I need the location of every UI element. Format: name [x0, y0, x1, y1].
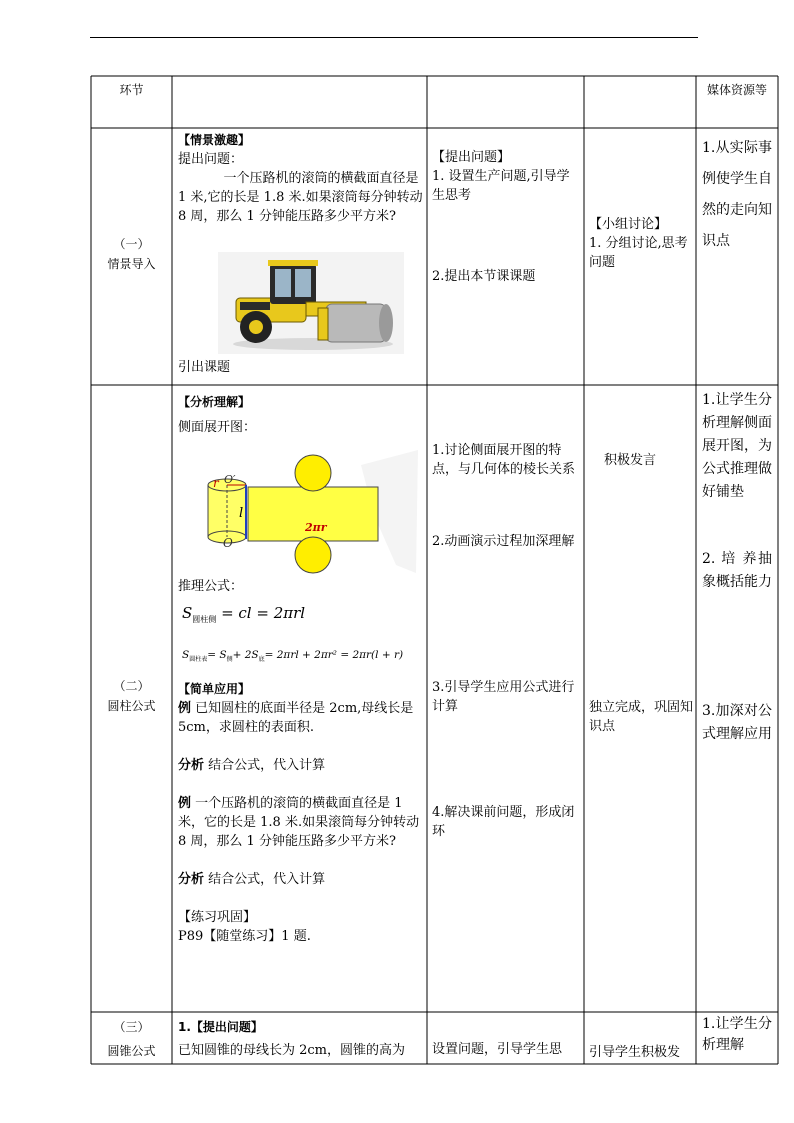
header-segment: 环节 [119, 83, 144, 97]
net-label-circumference: 2πr [305, 521, 327, 534]
section-2-title: 圆柱公式 [107, 699, 156, 713]
analysis-2-text: 结合公式，代入计算 [204, 872, 326, 887]
formula1-rhs: = cl = 2πrl [221, 604, 306, 622]
formula2-rhs1: = S [207, 649, 227, 661]
section-3-content [178, 1015, 423, 1063]
section-1-closing: 引出课题 [178, 360, 231, 375]
section-2-net-label: 侧面展开图： [178, 420, 257, 435]
formula2-s: S [182, 649, 190, 661]
cylinder-net-diagram [196, 445, 421, 577]
formula2-rhs2: + 2S [232, 649, 259, 661]
analysis-1-text: 结合公式，代入计算 [204, 758, 326, 773]
section-1-teacher-item-1: 1. 设置生产问题,引导学生思考 [432, 169, 570, 203]
formula2-sub2: 侧 [226, 656, 233, 664]
formula1-sub: 圆柱侧 [192, 615, 217, 624]
section-2-teacher-3: 3.引导学生应用公式进行计算 [432, 680, 575, 714]
section-1-heading: 【情景激趣】 [178, 133, 251, 147]
section-2-content-top [178, 393, 423, 437]
net-label-r: r [213, 476, 219, 490]
section-3-text: 已知圆锥的母线长为 2cm，圆锥的高为 [178, 1043, 406, 1058]
section-1-teacher-item-2: 2.提出本节课课题 [432, 269, 536, 284]
net-label-o-top: O′ [224, 473, 236, 486]
section-2-media-1: 1.让学生分析理解侧面展开图，为公式推理做好铺垫 [702, 392, 772, 500]
section-2-number: （二） [113, 679, 150, 693]
section-2-teacher-4: 4.解决课前问题，形成闭环 [432, 805, 575, 839]
section-1-student-item-1: 1. 分组讨论,思考问题 [589, 236, 688, 270]
section-3-title: 圆锥公式 [107, 1044, 156, 1058]
example-2 [178, 794, 423, 851]
section-1-student-heading: 【小组讨论】 [589, 217, 668, 232]
formula2-sub3: 底 [258, 656, 265, 664]
section-1-number: （一） [113, 237, 150, 251]
header-media: 媒体资源等 [706, 83, 767, 97]
section-3-student: 引导学生积极发 [589, 1045, 681, 1060]
example-1-text: 已知圆柱的底面半径是 2cm,母线长是 5cm，求圆柱的表面积. [178, 701, 414, 735]
section-1-content [178, 131, 423, 226]
section-1-prompt: 提出问题： [178, 152, 244, 167]
example-1-tag: 例 [178, 701, 192, 716]
section-1-teacher-heading: 【提出问题】 [432, 150, 511, 165]
section-2-student-2: 独立完成，巩固知识点 [589, 700, 694, 734]
section-1-problem: 一个压路机的滚筒的横截面直径是 1 米,它的长是 1.8 米.如果滚筒每分钟转动 8 周，那么 1 分钟能压路多少平方米? [178, 171, 423, 224]
section-2-derive-label: 推理公式： [178, 579, 244, 594]
formula1-s: S [182, 604, 193, 622]
net-label-l: l [239, 506, 244, 521]
section-3-media: 1.让学生分析理解 [702, 1016, 772, 1053]
analysis-1-tag: 分析 [178, 758, 205, 773]
formula2-sub: 圆柱表 [189, 656, 208, 664]
section-1-media: 1.从实际事例使学生自然的走向知识点 [702, 140, 772, 249]
road-roller-image [218, 252, 404, 354]
section-1-teacher [432, 148, 582, 286]
formula2-rhs3: = 2πrl + 2πr² = 2πr(l + r) [264, 649, 404, 661]
section-2-media-2: 2. 培 养抽象概括能力 [702, 551, 772, 590]
section-2-heading: 【分析理解】 [178, 395, 251, 409]
formula-lateral-area [182, 604, 422, 629]
analysis-2 [178, 870, 423, 889]
section-3-label [91, 1015, 172, 1063]
section-3-teacher: 设置问题，引导学生思 [432, 1042, 563, 1057]
section-2-label [91, 676, 172, 716]
practice-text: P89【随堂练习】1 题. [178, 929, 311, 944]
section-1-label [91, 234, 172, 274]
section-3-heading: 1.【提出问题】 [178, 1020, 263, 1034]
section-1-title: 情景导入 [107, 257, 156, 271]
example-2-text: 一个压路机的滚筒的横截面直径是 1 米，它的长是 1.8 米.如果滚筒每分钟转动 8 周，那么 1 分钟能压路多少平方米? [178, 796, 420, 849]
section-2-student-1: 积极发言 [604, 453, 657, 468]
practice-heading: 【练习巩固】 [178, 910, 257, 925]
section-3-number: （三） [113, 1020, 150, 1034]
analysis-2-tag: 分析 [178, 872, 205, 887]
section-1-student [589, 215, 695, 272]
simple-application-heading: 【简单应用】 [178, 682, 251, 696]
formula-surface-area [182, 646, 426, 669]
section-2-teacher-2: 2.动画演示过程加深理解 [432, 534, 575, 549]
section-2-content-bottom [178, 680, 423, 946]
analysis-1 [178, 756, 423, 775]
example-2-tag: 例 [178, 796, 192, 811]
section-2-media-3: 3.加深对公式理解应用 [702, 703, 772, 742]
section-2-teacher-1: 1.讨论侧面展开图的特点，与几何体的棱长关系 [432, 443, 576, 477]
net-label-o-bottom: O [223, 536, 233, 550]
example-1 [178, 699, 423, 737]
